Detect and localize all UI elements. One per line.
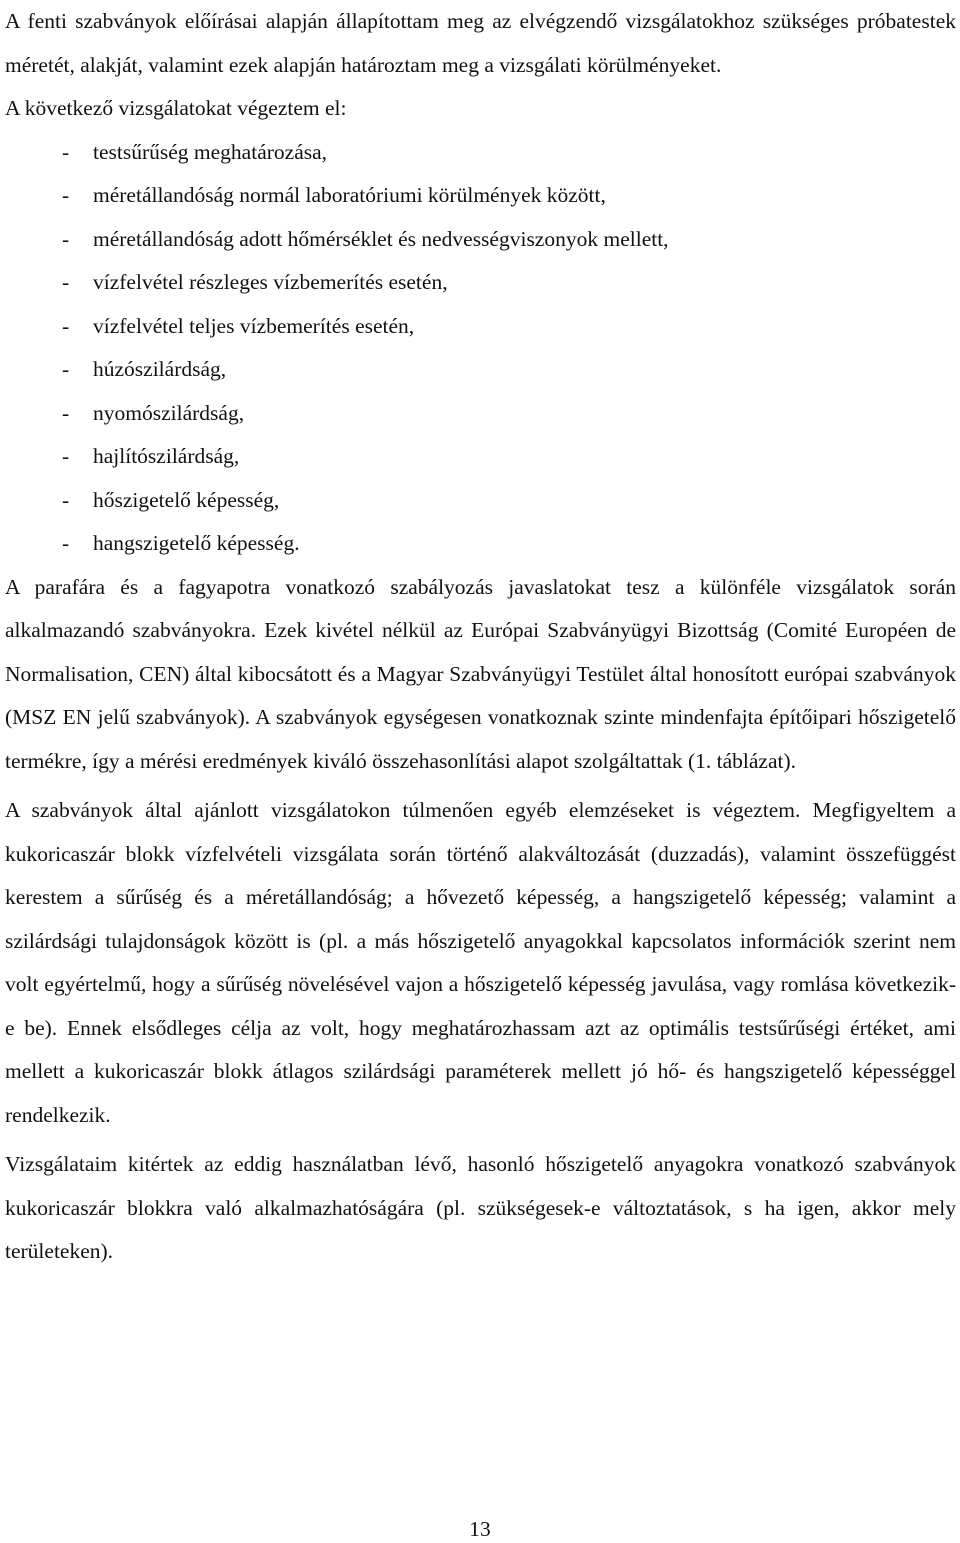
document-body — [5, 0, 956, 1274]
paragraph-applicability: Vizsgálataim kitértek az eddig használatban lévő, hasonló hőszigetelő anyagokra vonatkozó szabványok kukoricaszár blokkra való alkalmazhatóságára (pl. szükségesek-e változtatások, s ha igen, akkor mely területeken). — [5, 1152, 956, 1263]
list-item-text: méretállandóság adott hőmérséklet és nedvességviszonyok mellett, — [93, 226, 669, 251]
list-item — [5, 392, 956, 436]
list-item — [5, 348, 956, 392]
list-item-text: vízfelvétel részleges vízbemerítés esetén, — [93, 270, 448, 294]
list-item — [5, 522, 956, 566]
list-item-text: nyomószilárdság, — [93, 400, 245, 425]
list-dash: - — [62, 531, 70, 555]
paragraph-standards-intro: A fenti szabványok előírásai alapján állapítottam meg az elvégzendő vizsgálatokhoz szükséges próbatestek méretét, alakját, valamint ezek alapján határoztam meg a vizsgálati körülményeket. — [5, 9, 956, 77]
list-item-text: hangszigetelő képesség. — [93, 531, 300, 555]
list-item-text: vízfelvétel teljes vízbemerítés esetén, — [93, 313, 415, 338]
list-item-text: hajlítószilárdság, — [93, 444, 240, 468]
list-item-text: húzószilárdság, — [93, 357, 227, 381]
list-dash: - — [62, 139, 70, 164]
list-item — [5, 479, 956, 523]
list-item — [5, 305, 956, 349]
list-item-text: testsűrűség meghatározása, — [93, 139, 328, 164]
list-dash: - — [62, 444, 70, 468]
list-dash: - — [62, 270, 70, 294]
list-dash: - — [62, 183, 70, 207]
paragraph-tests-intro: A következő vizsgálatokat végeztem el: — [5, 96, 347, 120]
list-item — [5, 131, 956, 175]
paragraph-additional-analyses: A szabványok által ajánlott vizsgálatokon túlmenően egyéb elemzéseket is végeztem. Megfigyeltem a kukoricaszár blokk vízfelvételi vizsgálata során történő alakváltozását (duzzadás), valamint összefüggést kerestem a sűrűség és a méretállandóság; a hővezető képesség, a hangszigetelő képesség; valamint a szilárdsági tulajdonságok között is (pl. a más hőszigetelő anyagokkal kapcsolatos információk szerint nem volt egyértelmű, hogy a sűrűség növelésével vajon a hőszigetelő képesség javulása, vagy romlása következik-e be). Ennek elsődleges célja az volt, hogy meghatározhassam azt az optimális testsűrűségi értéket, ami mellett a kukoricaszár blokk átlagos szilárdsági paraméterek mellett jó hő- és hangszigetelő képességgel rendelkezik. — [5, 798, 956, 1127]
list-dash: - — [62, 487, 70, 512]
list-dash: - — [62, 357, 70, 381]
list-dash: - — [62, 400, 70, 425]
list-item — [5, 435, 956, 479]
list-item-text: hőszigetelő képesség, — [93, 487, 280, 512]
list-dash: - — [62, 313, 70, 338]
list-item — [5, 218, 956, 262]
list-item-text: méretállandóság normál laboratóriumi körülmények között, — [93, 183, 606, 207]
list-dash: - — [62, 226, 70, 251]
list-item — [5, 174, 956, 218]
tests-list — [5, 131, 956, 566]
paragraph-standards-cen: A parafára és a fagyapotra vonatkozó szabályozás javaslatokat tesz a különféle vizsgálatok során alkalmazandó szabványokra. Ezek kivétel nélkül az Európai Szabványügyi Bizottság (Comité Européen de Normalisation, CEN) által kibocsátott és a Magyar Szabványügyi Testület által honosított európai szabványok (MSZ EN jelű szabványok). A szabványok egységesen vonatkoznak szinte mindenfajta építőipari hőszigetelő termékre, így a mérési eredmények kiváló összehasonlítási alapot szolgáltattak (1. táblázat). — [5, 574, 956, 773]
list-item — [5, 261, 956, 305]
page-number: 13 — [469, 1517, 491, 1541]
